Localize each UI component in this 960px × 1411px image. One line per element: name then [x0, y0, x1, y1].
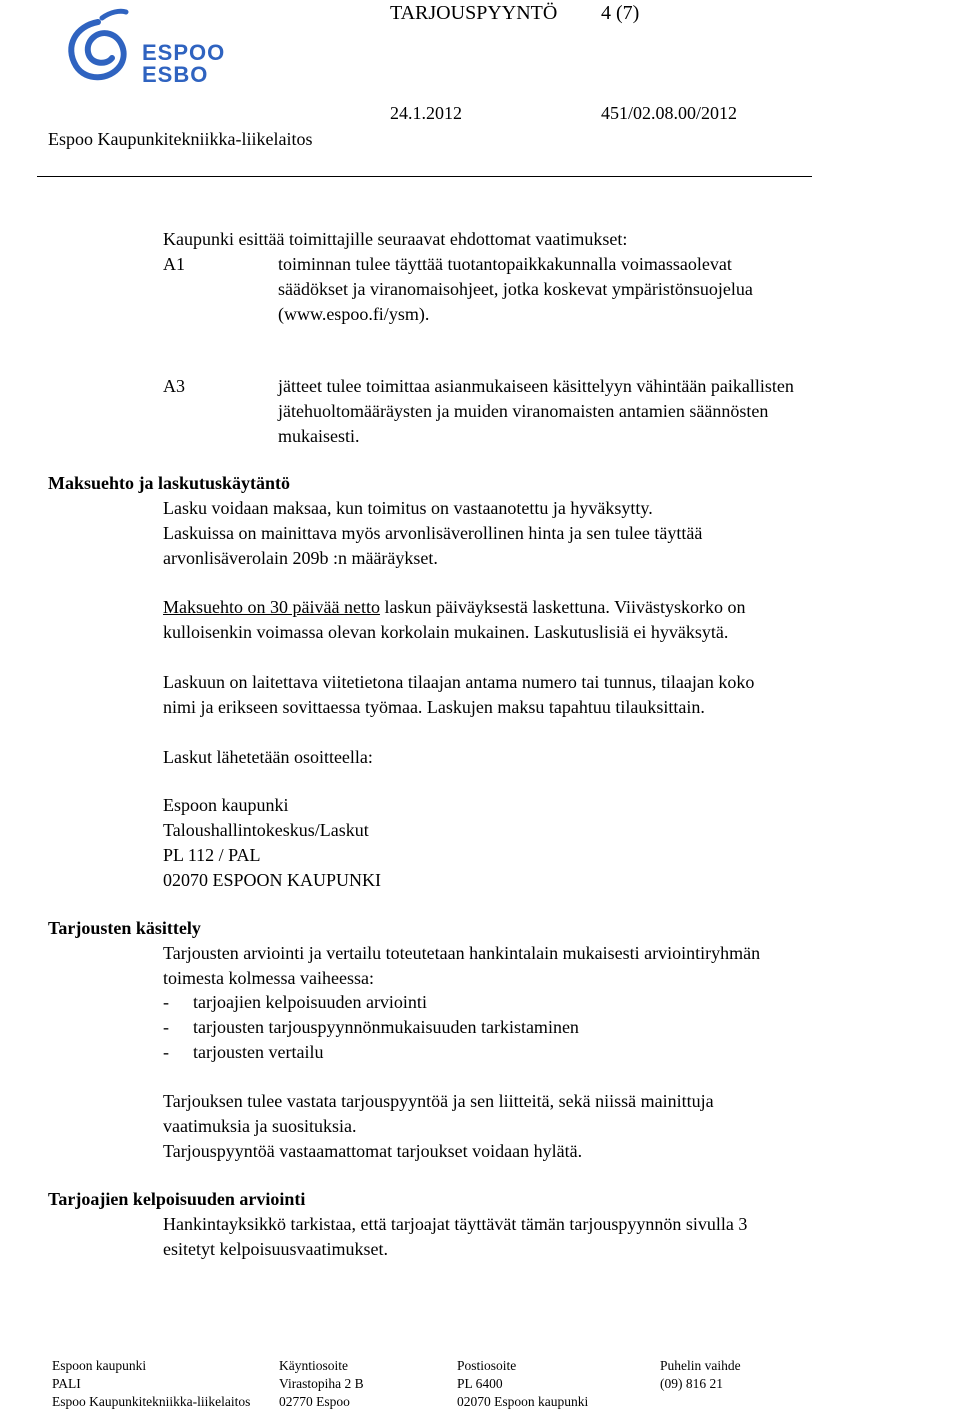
address-line: Taloushallintokeskus/Laskut [163, 820, 369, 840]
footer-text: 02070 Espoon kaupunki [457, 1394, 589, 1409]
footer-text: Käyntiosoite [279, 1358, 348, 1373]
payment-heading: Maksuehto ja laskutuskäytäntö [48, 473, 291, 493]
address-intro: Laskut lähetetään osoitteella: [163, 747, 373, 767]
footer-text: Espoon kaupunki [52, 1358, 147, 1373]
processing-p2-line2: vaatimuksia ja suosituksia. [163, 1116, 357, 1136]
footer-text: Puhelin vaihde [660, 1358, 741, 1373]
espoo-logo-swirl-icon [58, 8, 138, 88]
payment-p3-line2: nimi ja erikseen sovittaessa työmaa. Laskujen maksu tapahtuu tilauksittain. [163, 697, 705, 717]
processing-p2-line3: Tarjouspyyntöä vastaamattomat tarjoukset voidaan hylätä. [163, 1141, 583, 1161]
requirement-a1-line2: säädökset ja viranomaisohjeet, jotka koskevat ympäristönsuojelua [278, 279, 753, 299]
payment-p1-line1: Lasku voidaan maksaa, kun toimitus on vastaanotettu ja hyväksytty. [163, 498, 653, 518]
requirement-a3-line1: jätteet tulee toimittaa asianmukaiseen käsittelyyn vähintään paikallisten [278, 376, 794, 396]
bullet-dash: - [163, 1042, 169, 1062]
footer-text: Postiosoite [457, 1358, 517, 1373]
document-title: TARJOUSPYYNTÖ [390, 2, 558, 24]
header-divider [37, 176, 812, 177]
processing-p2-line1: Tarjouksen tulee vastata tarjouspyyntöä ja sen liitteitä, sekä niissä mainittuja [163, 1091, 714, 1111]
qualification-heading: Tarjoajien kelpoisuuden arviointi [48, 1189, 306, 1209]
requirement-a1-line3: (www.espoo.fi/ysm). [278, 304, 430, 324]
processing-line1: Tarjousten arviointi ja vertailu toteutetaan hankintalain mukaisesti arviointiryhmän [163, 943, 761, 963]
payment-p1-line3: arvonlisäverolain 209b :n määräykset. [163, 548, 438, 568]
payment-p1-line2: Laskuissa on mainittava myös arvonlisäverollinen hinta ja sen tulee täyttää [163, 523, 703, 543]
address-line: Espoon kaupunki [163, 795, 289, 815]
organization-name: Espoo Kaupunkitekniikka-liikelaitos [48, 129, 313, 149]
requirement-a3-label: A3 [163, 376, 185, 396]
payment-p3-line1: Laskuun on laitettava viitetietona tilaajan antama numero tai tunnus, tilaajan koko [163, 672, 755, 692]
page-number: 4 (7) [601, 2, 640, 24]
payment-terms-underlined: Maksuehto on 30 päivää netto [163, 597, 380, 617]
logo-text-esbo: ESBO [142, 62, 209, 87]
list-item: - tarjoajien kelpoisuuden arviointi [163, 990, 427, 1015]
payment-terms-rest: laskun päiväyksestä laskettuna. Viivästyskorko on [379, 597, 746, 617]
footer-col-visiting-address [279, 1357, 364, 1411]
footer-text: PALI [52, 1376, 81, 1391]
requirements-intro: Kaupunki esittää toimittajille seuraavat ehdottomat vaatimukset: [163, 229, 628, 249]
footer-text: 02770 Espoo [279, 1394, 350, 1409]
processing-line2: toimesta kolmessa vaiheessa: [163, 968, 374, 988]
payment-terms-line2: kulloisenkin voimassa olevan korkolain mukainen. Laskutuslisiä ei hyväksytä. [163, 622, 729, 642]
footer-text: (09) 816 21 [660, 1376, 723, 1391]
footer-text: Virastopiha 2 B [279, 1376, 364, 1391]
address-line: 02070 ESPOON KAUPUNKI [163, 870, 382, 890]
list-item: - tarjousten vertailu [163, 1040, 323, 1065]
requirement-a3-line3: mukaisesti. [278, 426, 360, 446]
processing-heading: Tarjousten käsittely [48, 918, 201, 938]
address-line: PL 112 / PAL [163, 845, 261, 865]
requirement-a1-line1: toiminnan tulee täyttää tuotantopaikkakunnalla voimassaolevat [278, 254, 732, 274]
footer-col-phone [660, 1357, 741, 1393]
payment-terms-line1 [163, 595, 745, 620]
footer-col-postal-address [457, 1357, 588, 1411]
requirement-a1-label: A1 [163, 254, 185, 274]
logo-text-espoo: ESPOO [142, 40, 226, 65]
qualification-line1: Hankintayksikkö tarkistaa, että tarjoajat täyttävät tämän tarjouspyynnön sivulla 3 [163, 1214, 748, 1234]
footer-text: PL 6400 [457, 1376, 503, 1391]
document-date: 24.1.2012 [390, 103, 462, 123]
espoo-esbo-logo [58, 8, 226, 88]
bullet-dash: - [163, 992, 169, 1012]
bullet-dash: - [163, 1017, 169, 1037]
reference-number: 451/02.08.00/2012 [601, 103, 738, 123]
footer-col-organization [52, 1357, 250, 1411]
requirement-a3-line2: jätehuoltomääräysten ja muiden viranomaisten antamien säännösten [278, 401, 769, 421]
list-item: - tarjousten tarjouspyynnönmukaisuuden tarkistaminen [163, 1015, 579, 1040]
footer-text: Espoo Kaupunkitekniikka-liikelaitos [52, 1394, 251, 1409]
qualification-line2: esitetyt kelpoisuusvaatimukset. [163, 1239, 388, 1259]
